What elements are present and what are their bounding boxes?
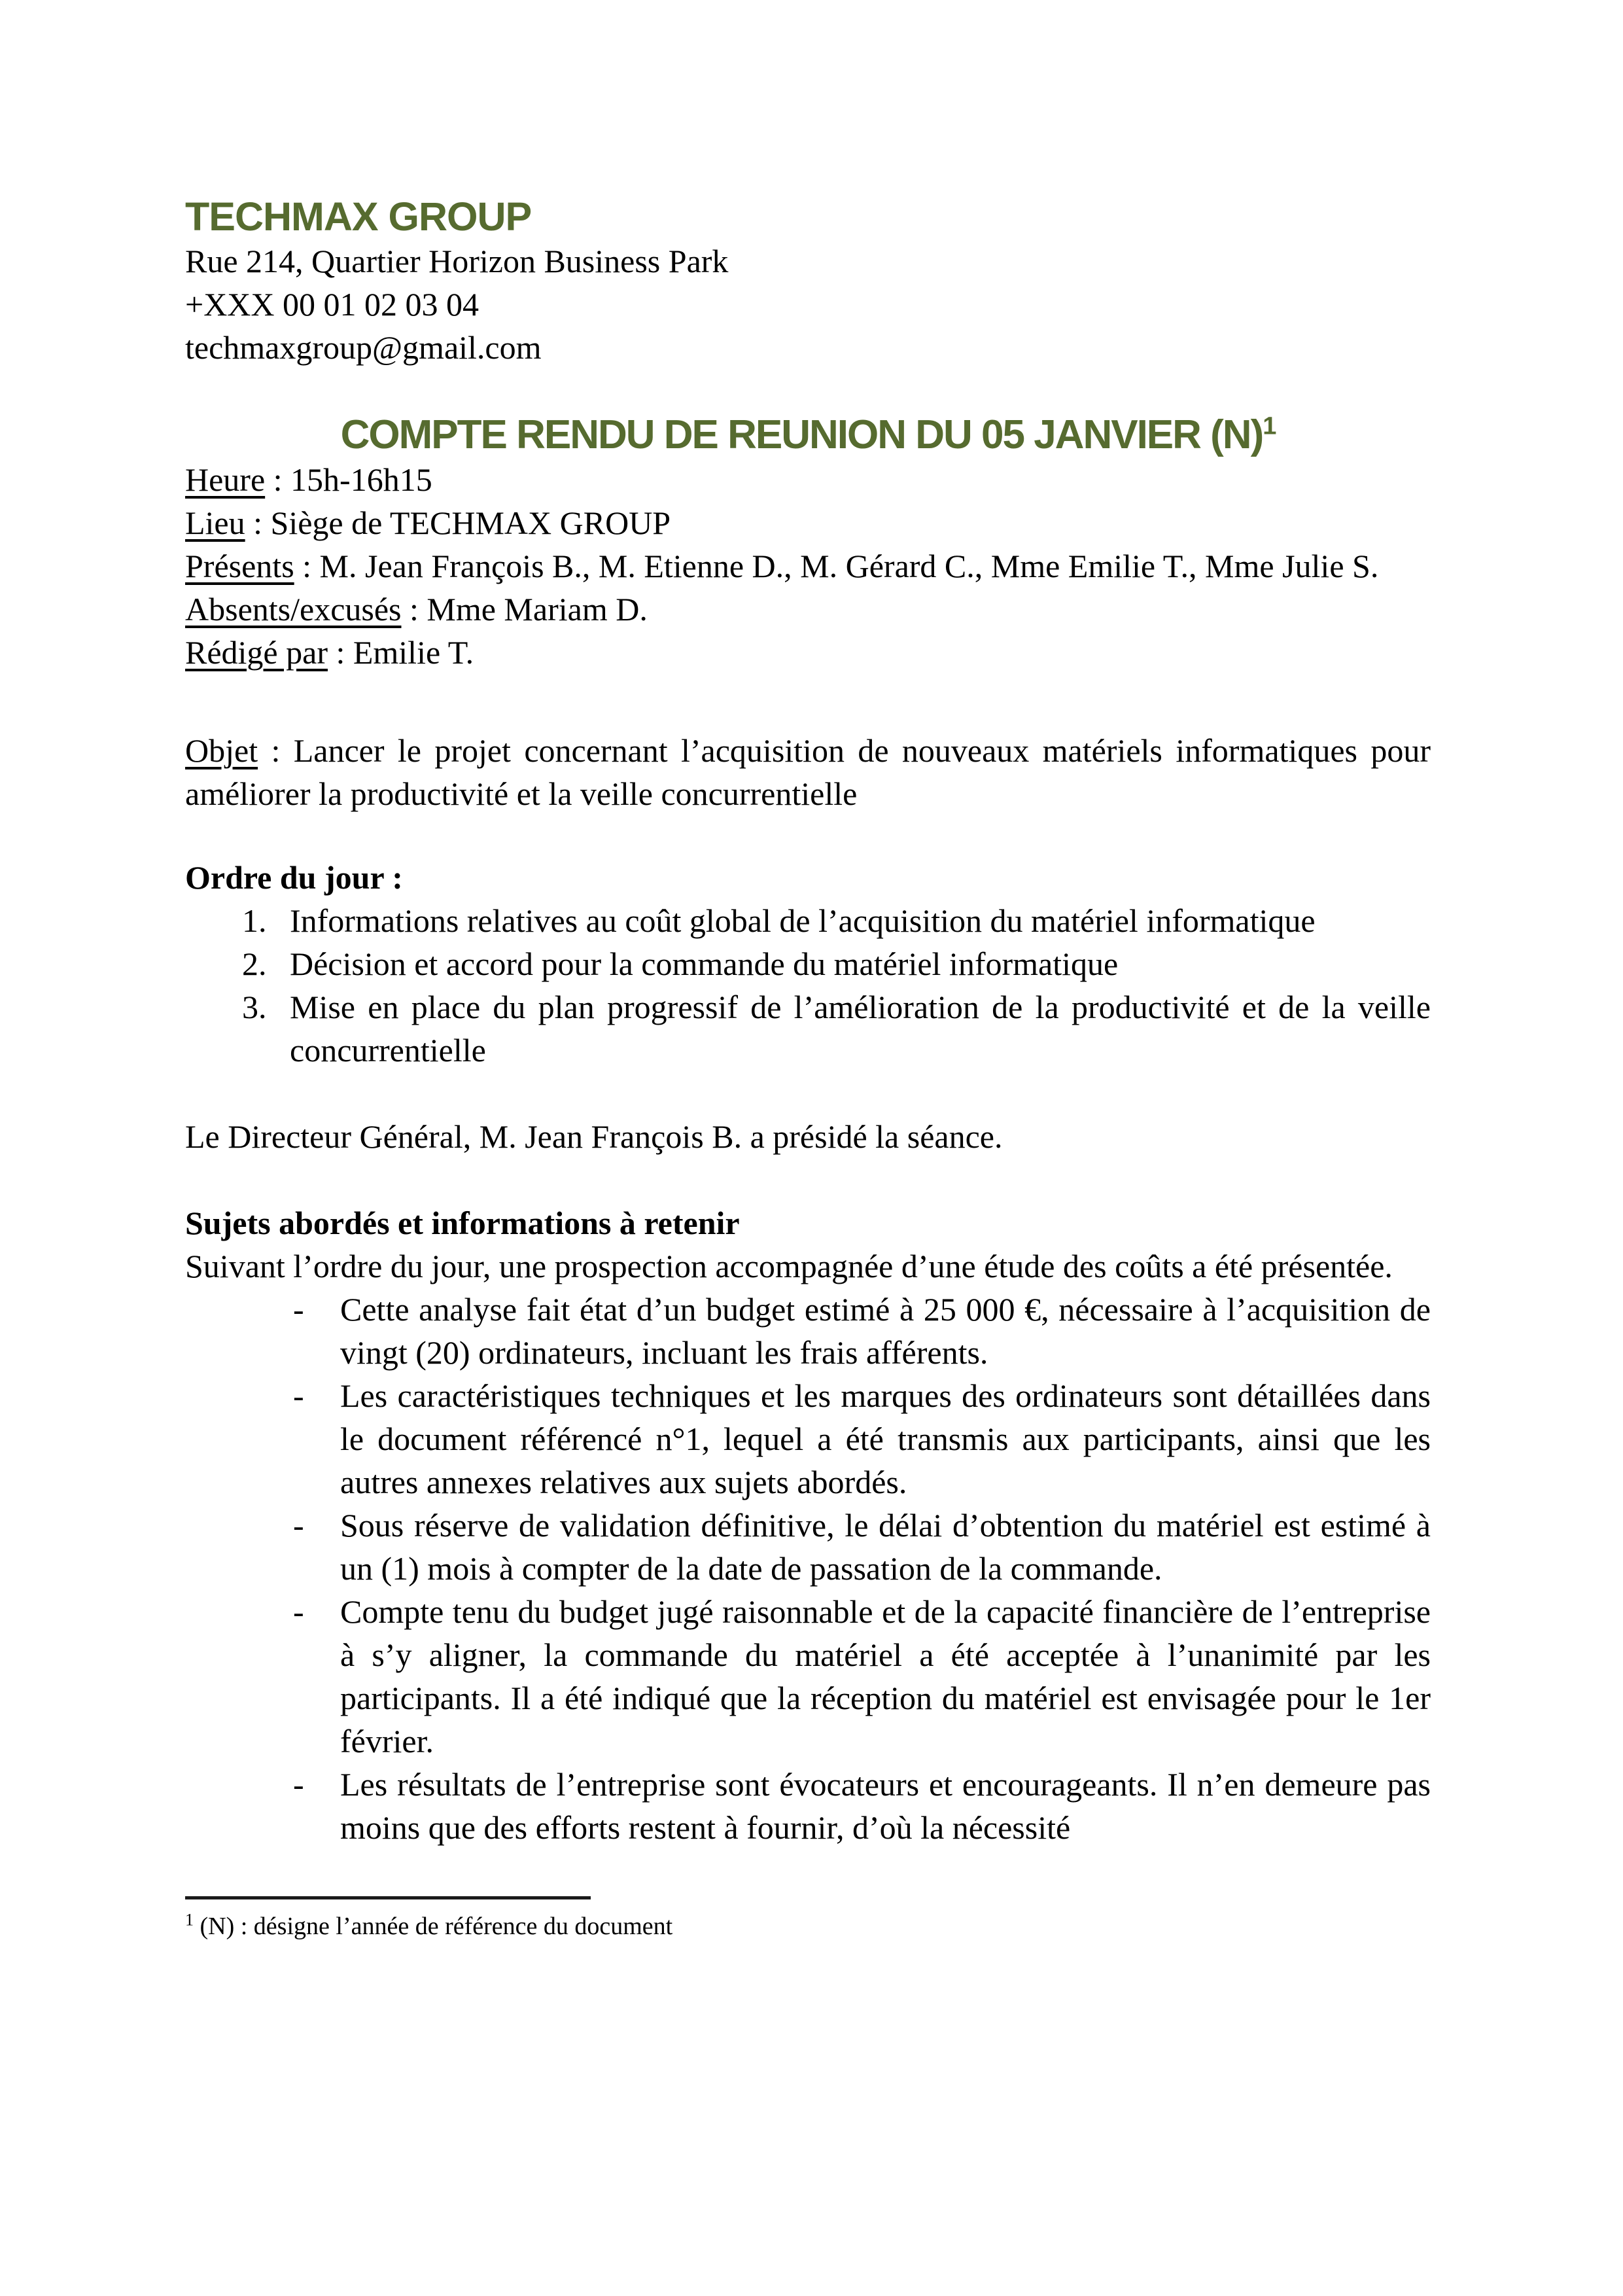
objet-label: Objet <box>185 732 258 769</box>
list-item-number: 1. <box>242 902 267 939</box>
objet-value: : Lancer le projet concernant l’acquisition de nouveaux matériels informatiques pour améliorer la productivité et la veille concurrentielle <box>185 732 1431 812</box>
bullet-text: Compte tenu du budget jugé raisonnable et de la capacité financière de l’entreprise à s’y aligner, la commande du matériel a été acceptée à l’unanimité par les participants. Il a été indiqué que la réception du matériel est envisagée pour le 1er février. <box>340 1593 1431 1759</box>
footnote-body: (N) : désigne l’année de référence du document <box>194 1913 673 1940</box>
footnote <box>185 1910 1431 1943</box>
bullet-item <box>185 1504 1431 1590</box>
meta-lieu-value: : Siège de TECHMAX GROUP <box>245 504 671 541</box>
company-address: Rue 214, Quartier Horizon Business Park <box>185 243 729 279</box>
list-item-number: 2. <box>242 945 267 982</box>
bullet-marker: - <box>293 1377 304 1414</box>
bullet-marker: - <box>293 1593 304 1630</box>
bullet-item <box>185 1374 1431 1504</box>
meta-presents-label: Présents <box>185 548 294 584</box>
list-item-text: Informations relatives au coût global de l’acquisition du matériel informatique <box>290 902 1316 939</box>
company-header <box>185 194 1431 369</box>
meta-presents-value: : M. Jean François B., M. Etienne D., M. Gérard C., Mme Emilie T., Mme Julie S. <box>294 548 1379 584</box>
meta-redige-label: Rédigé par <box>185 634 328 671</box>
document-title-text: COMPTE RENDU DE REUNION DU 05 JANVIER (N) <box>340 412 1263 457</box>
meta-absents <box>185 588 1431 631</box>
list-item <box>185 899 1431 942</box>
meta-heure-value: : 15h-16h15 <box>265 461 432 498</box>
bullet-marker: - <box>293 1291 304 1328</box>
bullet-item <box>185 1590 1431 1763</box>
list-item-text: Décision et accord pour la commande du matériel informatique <box>290 945 1119 982</box>
list-item <box>185 942 1431 985</box>
meta-presents <box>185 544 1431 588</box>
document-title <box>185 412 1431 458</box>
meta-redige-value: : Emilie T. <box>327 634 474 671</box>
bullet-item <box>185 1288 1431 1374</box>
objet-paragraph <box>185 729 1431 815</box>
meta-lieu <box>185 501 1431 544</box>
bullet-text: Les caractéristiques techniques et les marques des ordinateurs sont détaillées dans le document référencé n°1, lequel a été transmis aux participants, ainsi que les autres annexes relatives aux sujets abordés. <box>340 1377 1431 1500</box>
bullet-item <box>185 1763 1431 1849</box>
bullet-marker: - <box>293 1766 304 1803</box>
list-item <box>185 985 1431 1072</box>
footnote-separator <box>185 1896 591 1899</box>
meta-lieu-label: Lieu <box>185 504 245 541</box>
meta-redige <box>185 631 1431 674</box>
meta-heure <box>185 458 1431 501</box>
list-item-text: Mise en place du plan progressif de l’amélioration de la productivité et de la veille concurrentielle <box>290 989 1431 1069</box>
list-item-number: 3. <box>242 989 267 1025</box>
title-footnote-ref: 1 <box>1263 412 1276 440</box>
bullet-text: Cette analyse fait état d’un budget estimé à 25 000 €, nécessaire à l’acquisition de vingt (20) ordinateurs, incluant les frais afférents. <box>340 1291 1431 1371</box>
sujets-bullet-list <box>185 1288 1431 1849</box>
ordre-du-jour-heading: Ordre du jour : <box>185 859 403 896</box>
presidence-paragraph: Le Directeur Général, M. Jean François B. a présidé la séance. <box>185 1118 1003 1155</box>
company-phone: +XXX 00 01 02 03 04 <box>185 286 480 323</box>
company-name: TECHMAX GROUP <box>185 194 532 239</box>
bullet-text: Sous réserve de validation définitive, le délai d’obtention du matériel est estimé à un (1) mois à compter de la date de passation de la commande. <box>340 1507 1431 1587</box>
meta-heure-label: Heure <box>185 461 266 498</box>
ordre-du-jour-list <box>185 899 1431 1072</box>
meta-absents-label: Absents/excusés <box>185 591 402 627</box>
meta-absents-value: : Mme Mariam D. <box>401 591 648 627</box>
bullet-text: Les résultats de l’entreprise sont évocateurs et encourageants. Il n’en demeure pas moins que des efforts restent à fournir, d’où la nécessité <box>340 1766 1431 1846</box>
sujets-intro: Suivant l’ordre du jour, une prospection accompagnée d’une étude des coûts a été présentée. <box>185 1248 1393 1284</box>
bullet-marker: - <box>293 1507 304 1544</box>
company-email: techmaxgroup@gmail.com <box>185 329 542 366</box>
sujets-heading: Sujets abordés et informations à retenir <box>185 1205 740 1241</box>
footnote-ref: 1 <box>185 1910 194 1930</box>
